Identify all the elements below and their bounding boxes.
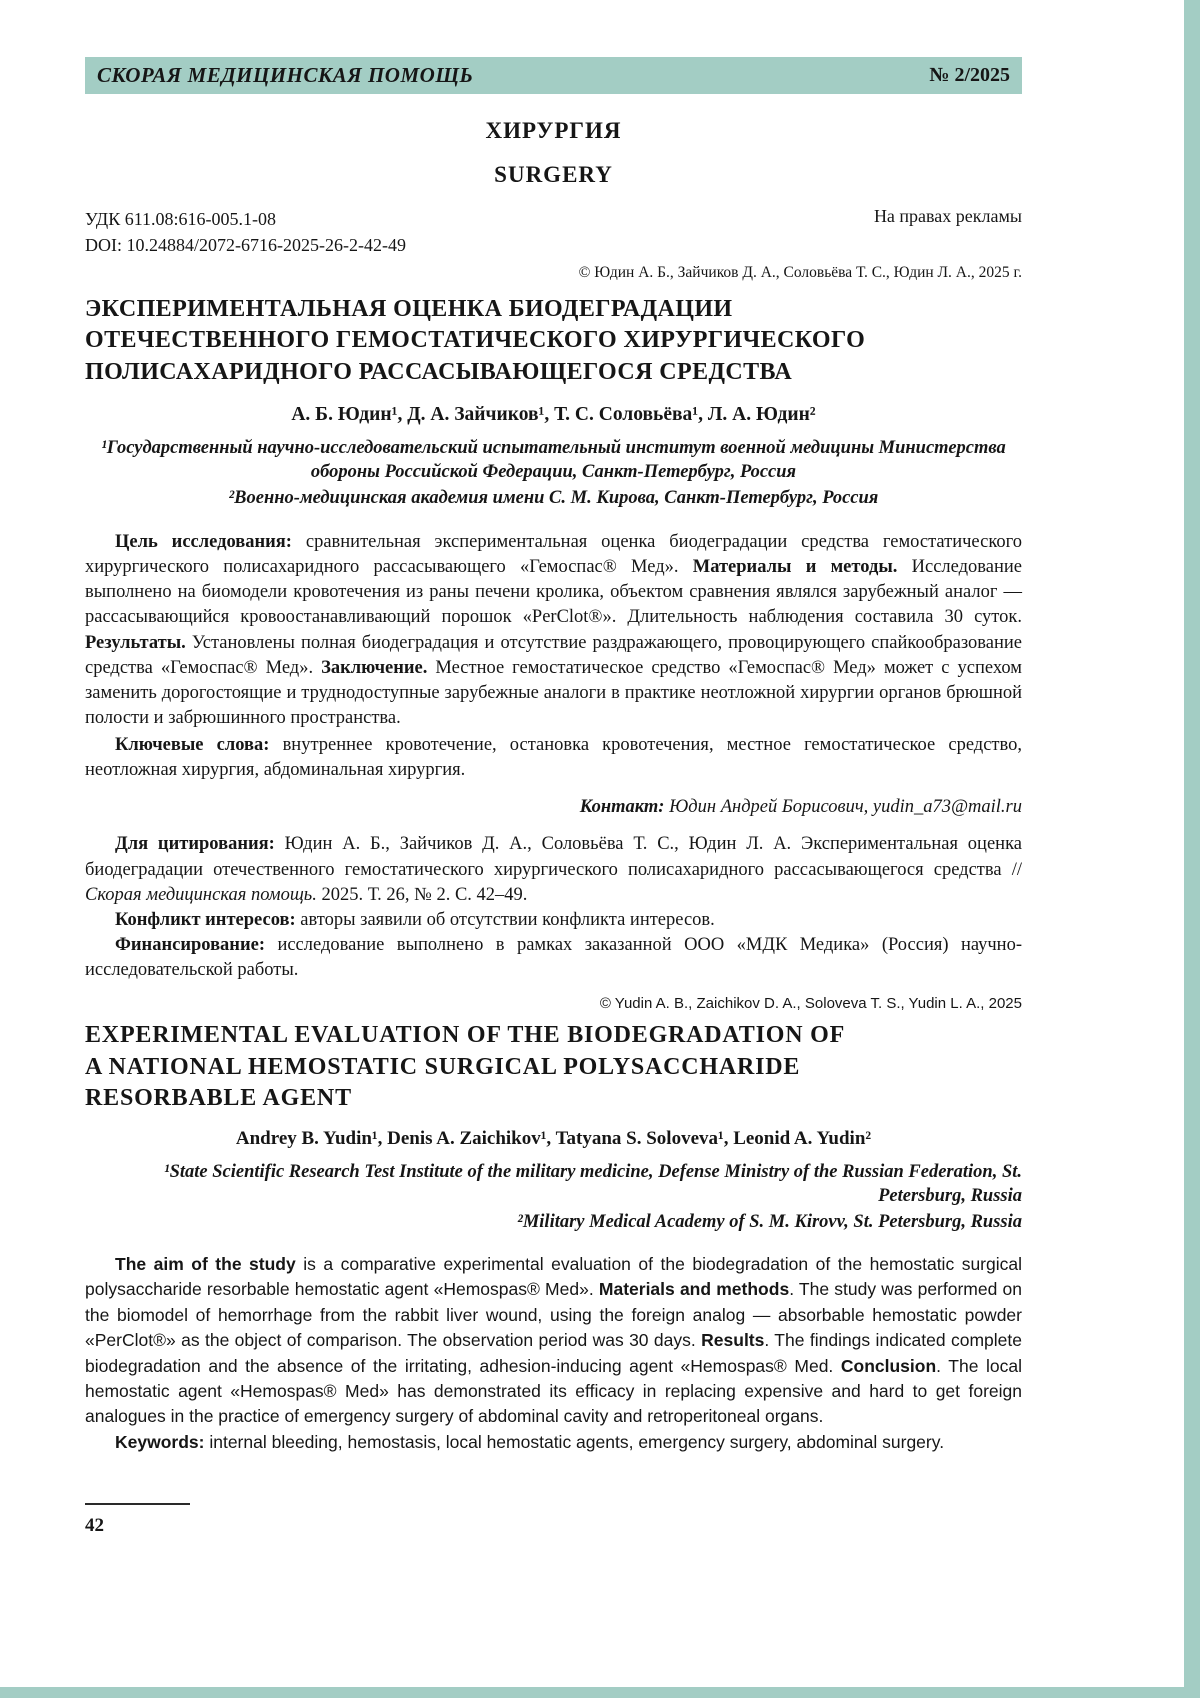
affiliation-ru-1: ¹Государственный научно-исследовательский испытательный институт военной медицины Министерства обороны Российской Федерации, Санкт-Петербург, Россия xyxy=(101,437,1006,482)
abstract-ru: Цель исследования: сравнительная экспериментальная оценка биодеградации средства гемостатического хирургического полисахаридного рассасывающего «Гемоспас® Мед». Материалы и методы. Исследование выполнено на биомодели кровотечения из раны печени кролика, объектом сравнения являлся зарубежный аналог — рассасывающийся кровоостанавливающий порошок «PerClot®». Длительность наблюдения составила 30 суток. Результаты. Установлены полная биодеградация и отсутствие раздражающего, провоцирующего спайкообразование средства «Гемоспас® Мед». Заключение. Местное гемостатическое средство «Гемоспас® Мед» может с успехом заменить дорогостоящие и труднодоступные зарубежные аналоги в практике неотложной хирургии органов брюшной полости и забрюшинного пространства. xyxy=(85,531,1022,728)
footer-rule xyxy=(85,1503,190,1505)
meta-row xyxy=(85,206,1022,258)
content-column xyxy=(85,0,1022,1455)
article-title-ru-line2: ОТЕЧЕСТВЕННОГО ГЕМОСТАТИЧЕСКОГО ХИРУРГИЧЕСКОГО xyxy=(85,327,866,354)
conflict-paragraph: Конфликт интересов: авторы заявили об отсутствии конфликта интересов. xyxy=(115,909,715,930)
citation-paragraph: Для цитирования: Юдин А. Б., Зайчиков Д. А., Соловьёва Т. С., Юдин Л. А. Экспериментальная оценка биодеградации отечественного гемостатического хирургического полисахаридного рассасывающегося средства // Скорая медицинская помощь. 2025. Т. 26, № 2. С. 42–49. xyxy=(85,834,1022,905)
journal-name: СКОРАЯ МЕДИЦИНСКАЯ ПОМОЩЬ xyxy=(97,63,474,87)
article-title-en-line3: RESORBABLE AGENT xyxy=(85,1084,352,1111)
article-title-en-line2: A NATIONAL HEMOSTATIC SURGICAL POLYSACCHARIDE xyxy=(85,1053,801,1080)
article-title-ru-line3: ПОЛИСАХАРИДНОГО РАССАСЫВАЮЩЕГОСЯ СРЕДСТВА xyxy=(85,358,793,385)
article-title-ru-line1: ЭКСПЕРИМЕНТАЛЬНАЯ ОЦЕНКА БИОДЕГРАДАЦИИ xyxy=(85,296,733,323)
journal-header-band xyxy=(85,57,1022,94)
contact-line: Контакт: Юдин Андрей Борисович, yudin_a73@mail.ru xyxy=(579,797,1022,818)
affiliation-ru-2: ²Военно-медицинская академия имени С. М. Кирова, Санкт-Петербург, Россия xyxy=(228,487,879,508)
page-edge-stripe-right xyxy=(1184,0,1200,1698)
article-title-en xyxy=(85,1020,1022,1114)
funding-paragraph: Финансирование: исследование выполнено в рамках заказанной ООО «МДК Медика» (Россия) научно-исследовательской работы. xyxy=(85,935,1022,981)
affiliation-en-1: ¹State Scientific Research Test Institute of the military medicine, Defense Ministry of the Russian Federation, St. Petersburg, Russia xyxy=(164,1161,1022,1206)
page-edge-stripe-bottom xyxy=(0,1687,1200,1698)
meta-left xyxy=(85,206,406,258)
keywords-en: Keywords: internal bleeding, hemostasis, local hemostatic agents, emergency surgery, abdominal surgery. xyxy=(115,1431,945,1452)
advert-note: На правах рекламы xyxy=(873,206,1022,226)
section-title-ru: ХИРУРГИЯ xyxy=(485,118,622,143)
article-title-ru xyxy=(85,294,1022,388)
affiliation-en-2: ²Military Medical Academy of S. M. Kirovv, St. Petersburg, Russia xyxy=(517,1212,1022,1233)
section-title-en: SURGERY xyxy=(494,162,613,187)
issue-number: № 2/2025 xyxy=(929,64,1010,86)
article-title-en-line1: EXPERIMENTAL EVALUATION OF THE BIODEGRADATION OF xyxy=(85,1022,846,1049)
page-footer xyxy=(85,1503,190,1537)
copyright-ru: © Юдин А. Б., Зайчиков Д. А., Соловьёва Т. С., Юдин Л. А., 2025 г. xyxy=(578,264,1022,282)
authors-en: Andrey B. Yudin¹, Denis A. Zaichikov¹, Tatyana S. Soloveva¹, Leonid A. Yudin² xyxy=(235,1127,872,1149)
copyright-en: © Yudin A. B., Zaichikov D. A., Soloveva T. S., Yudin L. A., 2025 xyxy=(599,995,1022,1013)
page-number: 42 xyxy=(85,1515,104,1536)
keywords-ru: Ключевые слова: внутреннее кровотечение, остановка кровотечения, местное гемостатическое средство, неотложная хирургия, абдоминальная хирургия. xyxy=(85,735,1022,781)
doi-code: DOI: 10.24884/2072-6716-2025-26-2-42-49 xyxy=(85,235,406,256)
authors-ru: А. Б. Юдин¹, Д. А. Зайчиков¹, Т. С. Соловьёва¹, Л. А. Юдин² xyxy=(291,403,816,425)
udk-code: УДК 611.08:616-005.1-08 xyxy=(85,209,277,229)
abstract-en: The aim of the study is a comparative experimental evaluation of the biodegradation of the hemostatic surgical polysaccharide resorbable hemostatic agent «Hemospas® Med». Materials and methods. The study was performed on the biomodel of hemorrhage from the rabbit liver wound, using the foreign analog — absorbable hemostatic powder «PerClot®» as the object of comparison. The observation period was 30 days. Results. The findings indicated complete biodegradation and the absence of the irritating, adhesion-inducing agent «Hemospas® Med. Conclusion. The local hemostatic agent «Hemospas® Med» has demonstrated its efficacy in replacing expensive and hard to get foreign analogues in the practice of emergency surgery of abdominal cavity and retroperitoneal organs. xyxy=(85,1254,1023,1427)
